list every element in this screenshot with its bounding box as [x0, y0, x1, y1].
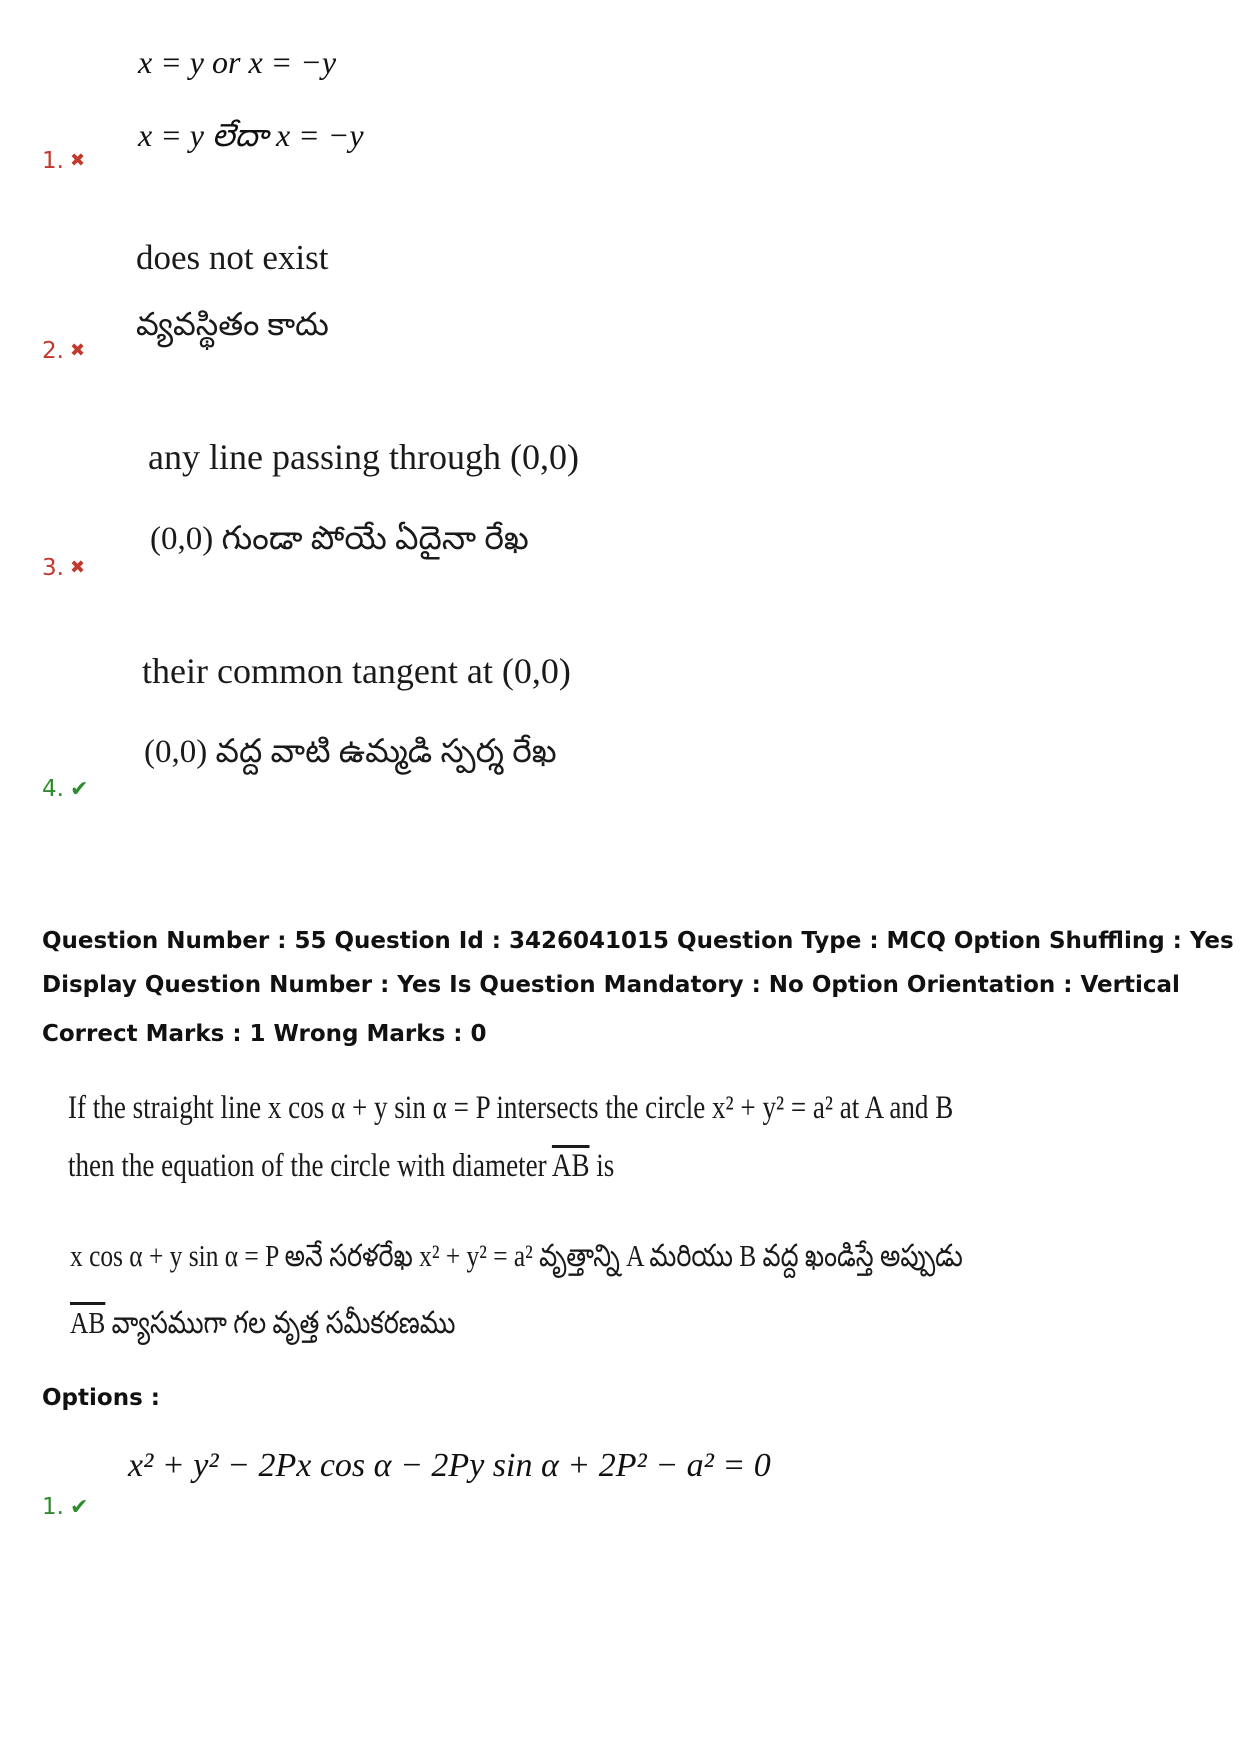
question-meta-line-3: Correct Marks : 1 Wrong Marks : 0 [42, 1021, 487, 1047]
question-english-line-2-text: then the equation of the circle with diameter [68, 1148, 552, 1184]
question-meta-line-1: Question Number : 55 Question Id : 3426041015 Question Type : MCQ Option Shuffling : Yes [42, 928, 1234, 954]
prev-option-1-english: x = y or x = −y [138, 44, 337, 80]
question-telugu-line-1: x cos α + y sin α = P అనే సరళరేఖ x² + y² = a² వృత్తాన్ని A మరియు B వద్ద ఖండిస్తే అప్పుడు [70, 1238, 963, 1273]
prev-option-4-english: their common tangent at (0,0) [142, 651, 571, 691]
cross-icon: ✖ [69, 557, 86, 578]
question-english-line-1: If the straight line x cos α + y sin α = P intersects the circle x² + y² = a² at A and B [68, 1090, 954, 1126]
prev-option-1-label: 1. [42, 148, 64, 174]
prev-option-1-telugu: x = y లేదా x = −y [138, 117, 364, 153]
question-english-line-2-tail: is [589, 1148, 615, 1184]
segment-ab: $\overline{AB}$ [551, 1148, 590, 1184]
prev-option-2-english: does not exist [136, 238, 329, 277]
prev-option-3-label: 3. [42, 555, 64, 581]
question-meta-line-2: Display Question Number : Yes Is Question Mandatory : No Option Orientation : Vertical [42, 972, 1180, 998]
prev-option-3-telugu: (0,0) గుండా పోయే ఏదైనా రేఖ [150, 521, 529, 557]
prev-option-2-label: 2. [42, 338, 64, 364]
check-icon: ✔ [69, 1495, 89, 1520]
prev-option-2-number [42, 338, 85, 364]
question-telugu-line-2-text: వ్యాసముగా గల వృత్త సమీకరణము [105, 1305, 456, 1340]
question-english-line-2 [68, 1148, 614, 1185]
prev-option-4-number [42, 776, 88, 802]
option-1-number [42, 1494, 88, 1520]
cross-icon: ✖ [69, 150, 86, 171]
prev-option-1-number [42, 148, 85, 174]
prev-option-2-telugu: వ్యవస్థితం కాదు [136, 306, 329, 342]
options-label: Options : [42, 1385, 160, 1411]
prev-option-3-english: any line passing through (0,0) [148, 437, 579, 477]
prev-option-4-label: 4. [42, 776, 64, 802]
check-icon: ✔ [69, 777, 89, 802]
option-1-formula: x² + y² − 2Px cos α − 2Py sin α + 2P² − a² = 0 [128, 1447, 771, 1484]
question-telugu-line-2 [70, 1305, 455, 1348]
prev-option-4-telugu: (0,0) వద్ద వాటి ఉమ్మడి స్పర్శ రేఖ [144, 734, 557, 770]
prev-option-3-number [42, 555, 85, 581]
cross-icon: ✖ [69, 340, 86, 361]
option-1-label: 1. [42, 1494, 64, 1520]
segment-ab: $\overline{AB}$ [70, 1305, 106, 1340]
